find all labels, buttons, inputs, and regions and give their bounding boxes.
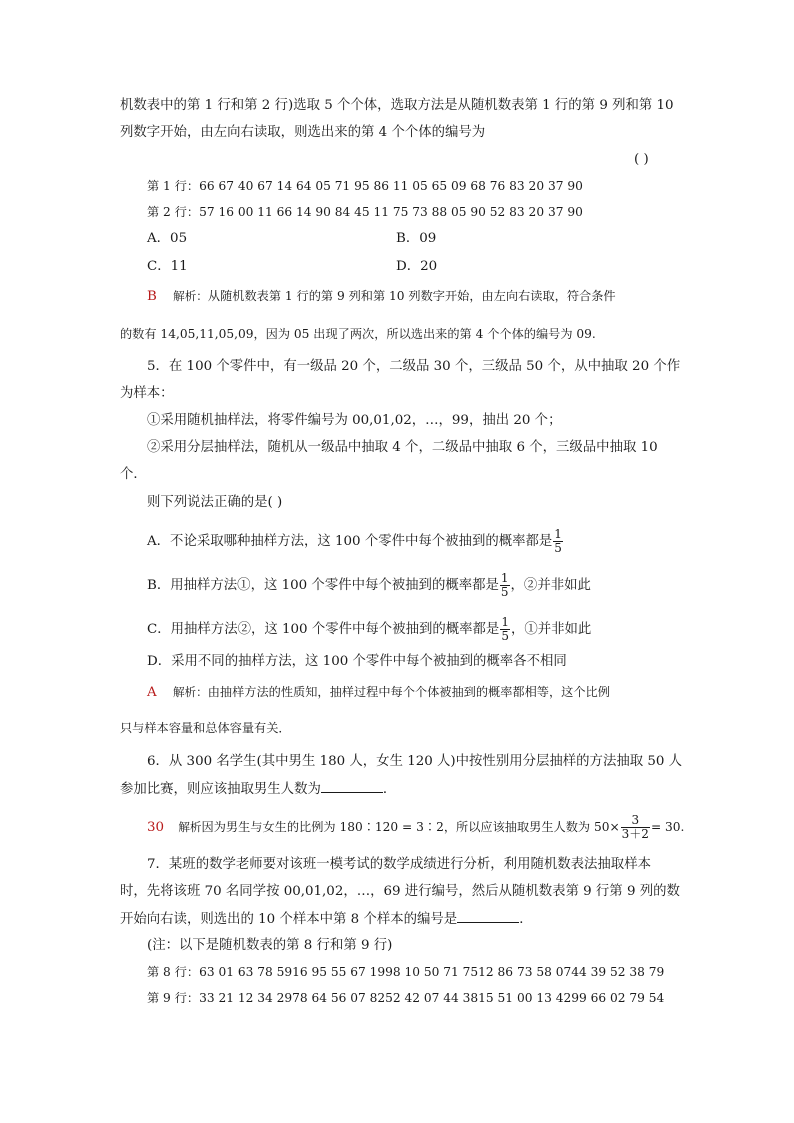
fraction-numerator: 1 — [500, 571, 509, 585]
q5-option-c — [147, 616, 591, 643]
q6-answer-value: 30 — [147, 820, 165, 835]
q7-stem-line1: 7．某班的数学老师要对该班一模考试的数学成绩进行分析，利用随机数表法抽取样本 — [147, 857, 651, 872]
q5-option-d: D．采用不同的抽样方法，这 100 个零件中每个被抽到的概率各不相同 — [147, 654, 567, 669]
q4-option-c: C．11 — [147, 259, 188, 274]
q4-analysis-text1: 从随机数表第 1 行的第 9 列和第 10 列数字开始，由左向右读取，符合条件 — [207, 289, 616, 303]
q5-method1: ①采用随机抽样法，将零件编号为 00,01,02，…，99，抽出 20 个； — [147, 413, 562, 428]
q5-stem-line2: 为样本： — [120, 386, 174, 401]
q5-option-c-fraction — [500, 616, 510, 643]
q6-stem-text: 参加比赛，则应该抽取男生人数为 — [120, 782, 321, 797]
q5-question: 则下列说法正确的是( ) — [147, 495, 283, 510]
q7-note: (注：以下是随机数表的第 8 行和第 9 行) — [147, 938, 393, 953]
q4-analysis-line1 — [147, 287, 616, 306]
q6-analysis-label: 解析 — [178, 820, 202, 834]
q6-analysis-result: = 30. — [650, 820, 685, 834]
q7-answer-blank — [457, 910, 519, 923]
q5-option-a — [147, 528, 564, 555]
q4-answer-letter: B — [147, 289, 157, 304]
fraction-denominator: 5 — [554, 541, 562, 555]
q4-stem-line1: 机数表中的第 1 行和第 2 行)选取 5 个个体，选取方法是从随机数表第 1 行的第 9 列和第 10 — [120, 98, 674, 113]
q4-analysis-line2: 的数有 14,05,11,05,09，因为 05 出现了两次，所以选出来的第 4 个个体的编号为 09. — [120, 327, 596, 341]
q6-fraction — [621, 814, 650, 841]
fraction-denominator: 5 — [501, 629, 509, 643]
q6-analysis — [147, 814, 684, 841]
q4-random-table-row1: 第 1 行：66 67 40 67 14 64 05 71 95 86 11 05 65 09 68 76 83 20 37 90 — [147, 179, 583, 193]
fraction-numerator: 1 — [501, 615, 509, 629]
q5-answer-letter: A — [147, 685, 157, 700]
q4-option-b: B．09 — [396, 231, 437, 246]
q4-random-table-row2: 第 2 行：57 16 00 11 66 14 90 84 45 11 75 73 88 05 90 52 83 20 37 90 — [147, 205, 583, 219]
q5-option-b-tail: ，②并非如此 — [510, 578, 591, 593]
q4-answer-parens: ( ) — [634, 152, 649, 167]
q7-stem-line3 — [120, 910, 533, 929]
q5-analysis-text1: 由抽样方法的性质知，抽样过程中每个个体被抽到的概率都相等，这个比例 — [207, 685, 610, 699]
q5-option-a-text: A．不论采取哪种抽样方法，这 100 个零件中每个被抽到的概率都是 — [147, 534, 553, 549]
q5-option-b-fraction — [500, 572, 510, 599]
q5-analysis-line1 — [147, 683, 610, 702]
q7-random-table-row9: 第 9 行：33 21 12 34 2978 64 56 07 8252 42 07 44 3815 51 00 13 4299 66 02 79 54 — [147, 991, 665, 1005]
q4-stem-line2: 列数字开始，由左向右读取，则选出来的第 4 个个体的编号为 — [120, 125, 486, 140]
q6-stem-line2 — [120, 780, 396, 799]
q5-option-b — [147, 572, 591, 599]
fraction-numerator: 1 — [554, 527, 562, 541]
q5-method2: ②采用分层抽样法，随机从一级品中抽取 4 个，二级品中抽取 6 个，三级品中抽取 10 — [147, 440, 658, 455]
q5-option-b-text: B．用抽样方法①，这 100 个零件中每个被抽到的概率都是 — [147, 578, 499, 593]
q5-option-a-fraction — [553, 528, 563, 555]
q4-option-d: D．20 — [396, 259, 438, 274]
q4-analysis-label: 解析： — [173, 289, 208, 303]
q5-stem-line1: 5．在 100 个零件中，有一级品 20 个，二级品 30 个，三级品 50 个，从中抽取 20 个作 — [147, 359, 681, 374]
fraction-denominator: 5 — [500, 585, 509, 599]
fraction-numerator: 3 — [631, 813, 640, 827]
q5-analysis-label: 解析： — [172, 685, 208, 699]
q5-option-c-tail: ，①并非如此 — [510, 622, 592, 637]
q6-stem-line1: 6．从 300 名学生(其中男生 180 人，女生 120 人)中按性别用分层抽样的方法抽取 50 人 — [147, 754, 683, 769]
q7-stem-end: ． — [519, 912, 533, 927]
q7-stem-text: 开始向右读，则选出的 10 个样本中第 8 个样本的编号是 — [120, 912, 458, 927]
q4-option-a: A．05 — [147, 231, 188, 246]
q6-analysis-text: 因为男生与女生的比例为 180∶120 = 3∶2，所以应该抽取男生人数为 50× — [201, 820, 620, 834]
q6-answer-blank — [321, 780, 383, 793]
q7-stem-line2: 时，先将该班 70 名同学按 00,01,02，…，69 进行编号，然后从随机数表第 9 行第 9 列的数 — [120, 884, 680, 899]
fraction-denominator: 3＋2 — [621, 827, 649, 841]
q5-option-c-text: C．用抽样方法②，这 100 个零件中每个被抽到的概率都是 — [147, 622, 500, 637]
q6-stem-end: ． — [382, 782, 397, 797]
q7-random-table-row8: 第 8 行：63 01 63 78 5916 95 55 67 1998 10 50 71 7512 86 73 58 0744 39 52 38 79 — [147, 965, 665, 979]
q5-method2-cont: 个． — [120, 467, 147, 482]
q5-analysis-line2: 只与样本容量和总体容量有关． — [120, 721, 291, 735]
